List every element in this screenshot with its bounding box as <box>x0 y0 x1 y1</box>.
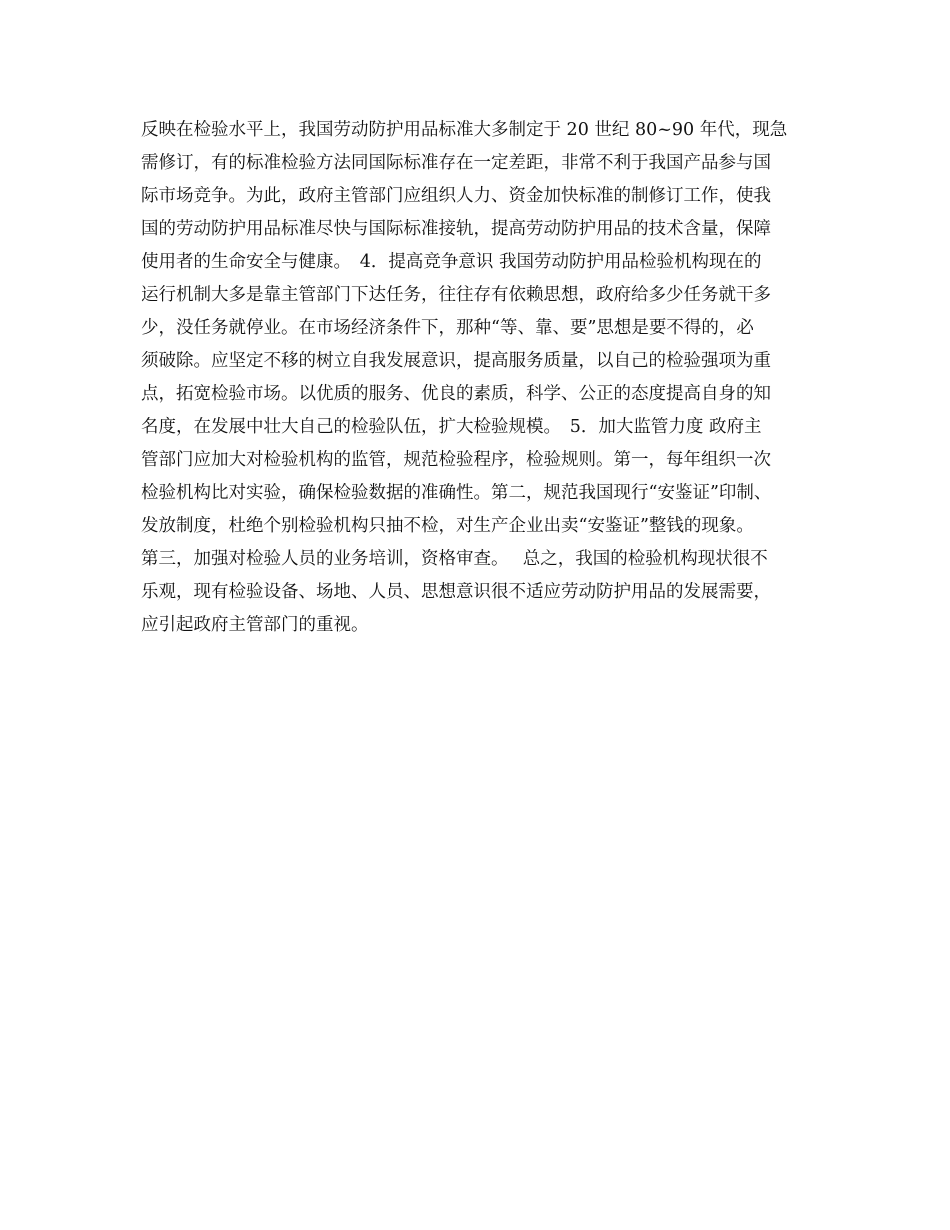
text-line-9: 点，拓宽检验市场。以优质的服务、优良的素质，科学、公正的态度提高自身的知 <box>141 384 771 404</box>
text-line-14: 第三，加强对检验人员的业务培训，资格审查。 总之，我国的检验机构现状很不 <box>141 549 768 569</box>
body-paragraph <box>141 114 821 642</box>
text-line-10: 名度，在发展中壮大自己的检验队伍，扩大检验规模。 5．加大监管力度 政府主 <box>141 417 762 437</box>
text-line-8: 须破除。应坚定不移的树立自我发展意识，提高服务质量，以自己的检验强项为重 <box>141 351 771 371</box>
text-line-16: 应引起政府主管部门的重视。 <box>141 615 369 635</box>
text-line-5: 使用者的生命安全与健康。 4．提高竞争意识 我国劳动防护用品检验机构现在的 <box>141 252 762 272</box>
text-line-7: 少，没任务就停业。在市场经济条件下，那种“等、靠、要”思想是要不得的，必 <box>141 318 754 338</box>
text-line-1: 反映在检验水平上，我国劳动防护用品标准大多制定于 20 世纪 80~90 年代，现急 <box>141 120 788 140</box>
text-line-4: 国的劳动防护用品标准尽快与国际标准接轨，提高劳动防护用品的技术含量，保障 <box>141 219 771 239</box>
text-line-12: 检验机构比对实验，确保检验数据的准确性。第二，规范我国现行“安鉴证”印制、 <box>141 483 772 503</box>
text-line-3: 际市场竞争。为此，政府主管部门应组织人力、资金加快标准的制修订工作，使我 <box>141 186 771 206</box>
text-line-13: 发放制度，杜绝个别检验机构只抽不检，对生产企业出卖“安鉴证”整钱的现象。 <box>141 516 754 536</box>
text-line-2: 需修订，有的标准检验方法同国际标准存在一定差距，非常不利于我国产品参与国 <box>141 153 771 173</box>
text-line-15: 乐观，现有检验设备、场地、人员、思想意识很不适应劳动防护用品的发展需要， <box>141 582 771 602</box>
text-line-11: 管部门应加大对检验机构的监管，规范检验程序，检验规则。第一，每年组织一次 <box>141 450 771 470</box>
text-line-6: 运行机制大多是靠主管部门下达任务，往往存有依赖思想，政府给多少任务就干多 <box>141 285 771 305</box>
